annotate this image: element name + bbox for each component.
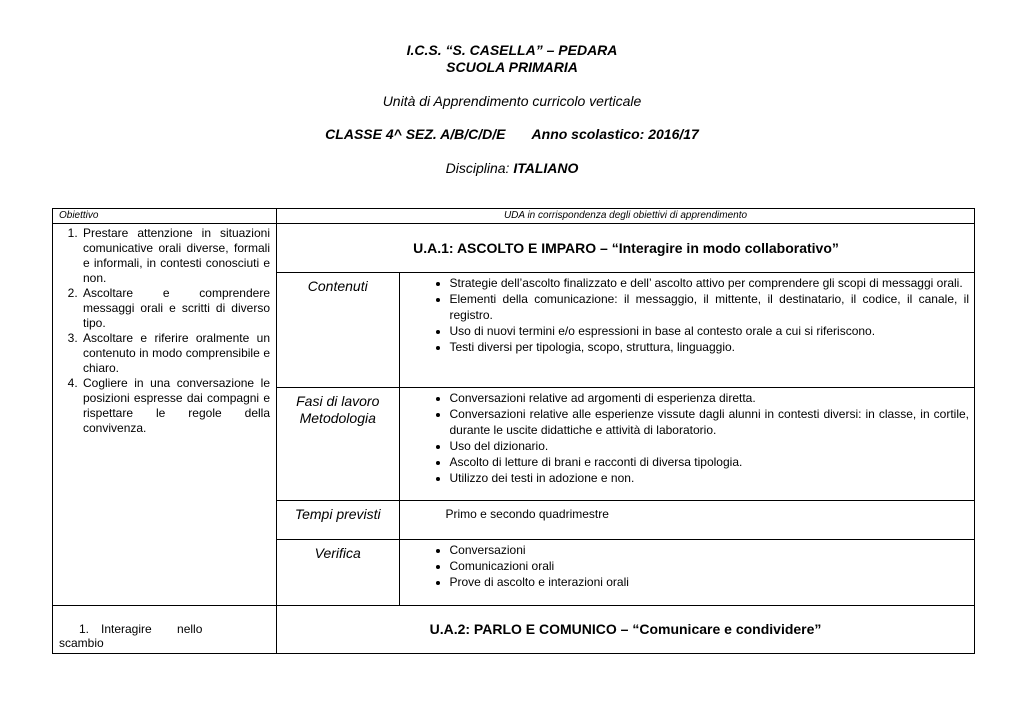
uda2-objective-cell: [53, 605, 277, 653]
list-item: • Strategie dell’ascolto finalizzato e dell’ ascolto attivo per comprendere gli scopi di messaggi orali.: [450, 275, 970, 291]
list-item: • Conversazioni: [450, 542, 970, 558]
list-item: • Conversazioni relative alle esperienze vissute dagli alunni in contesti diversi: in classe, in cortile, durante le uscite didattiche e attività di laboratorio.: [450, 406, 970, 438]
objectives-cell: [53, 224, 277, 606]
tempi-content: [399, 501, 975, 540]
verifica-content: [399, 540, 975, 605]
school-name: I.C.S. “S. CASELLA” – PEDARA: [406, 42, 618, 58]
list-item: • Uso del dizionario.: [450, 438, 970, 454]
verifica-list: [400, 542, 970, 590]
fasi-list: [400, 390, 970, 486]
fasi-label-line2: Metodologia: [299, 410, 376, 426]
list-item: • Conversazioni relative ad argomenti di esperienza diretta.: [450, 390, 970, 406]
column-header-objective: Obiettivo: [53, 209, 277, 224]
class-label: CLASSE 4^ SEZ. A/B/C/D/E: [325, 126, 506, 142]
school-year: Anno scolastico: 2016/17: [531, 126, 699, 142]
column-header-uda: UDA in corrispondenza degli obiettivi di apprendimento: [277, 209, 975, 224]
uda1-table: [277, 224, 975, 605]
objectives-list: [59, 226, 270, 436]
uda2-objective-text: Interagire nello scambio: [59, 621, 203, 650]
fasi-label-line1: Fasi di lavoro: [296, 393, 380, 409]
objective-item: 4. Cogliere in una conversazione le posizioni espresse dai compagni e rispettare le regole della convivenza.: [81, 376, 270, 436]
tempi-label: Tempi previsti: [277, 501, 399, 540]
fasi-content: [399, 388, 975, 501]
uda2-objective-number: 1.: [79, 621, 90, 636]
list-item: • Comunicazioni orali: [450, 558, 970, 574]
school-header: [0, 42, 1024, 76]
objective-item: 1. Prestare attenzione in situazioni comunicative orali diverse, formali e informali, in contesti conosciuti e non.: [81, 226, 270, 286]
class-line: [0, 126, 1024, 142]
discipline-line: [0, 160, 1024, 176]
list-item: • Ascolto di letture di brani e racconti di diversa tipologia.: [450, 454, 970, 470]
curriculum-table: [52, 208, 975, 654]
uda2-title: U.A.2: PARLO E COMUNICO – “Comunicare e condividere”: [277, 605, 975, 653]
tempi-value: Primo e secondo quadrimestre: [445, 507, 609, 521]
objective-item: 3. Ascoltare e riferire oralmente un contenuto in modo comprensibile e chiaro.: [81, 331, 270, 376]
list-item: • Elementi della comunicazione: il messaggio, il mittente, il destinatario, il codice, il canale, il registro.: [450, 291, 970, 323]
discipline-label: Disciplina:: [445, 160, 510, 176]
verifica-label: Verifica: [277, 540, 399, 605]
uda1-title: U.A.1: ASCOLTO E IMPARO – “Interagire in modo collaborativo”: [413, 240, 839, 256]
objective-item: 2. Ascoltare e comprendere messaggi orali e scritti di diverso tipo.: [81, 286, 270, 331]
school-level: SCUOLA PRIMARIA: [446, 59, 578, 75]
contenuti-list: [400, 275, 970, 355]
unit-title: Unità di Apprendimento curricolo verticale: [382, 93, 642, 109]
list-item: • Uso di nuovi termini e/o espressioni in base al contesto orale a cui si riferiscono.: [450, 323, 970, 339]
uda1-cell: [277, 224, 975, 606]
fasi-label: [277, 388, 399, 501]
contenuti-content: [399, 273, 975, 388]
contenuti-label: Contenuti: [277, 273, 399, 388]
discipline-value: ITALIANO: [513, 160, 579, 176]
list-item: • Prove di ascolto e interazioni orali: [450, 574, 970, 590]
list-item: • Testi diversi per tipologia, scopo, struttura, linguaggio.: [450, 339, 970, 355]
list-item: • Utilizzo dei testi in adozione e non.: [450, 470, 970, 486]
